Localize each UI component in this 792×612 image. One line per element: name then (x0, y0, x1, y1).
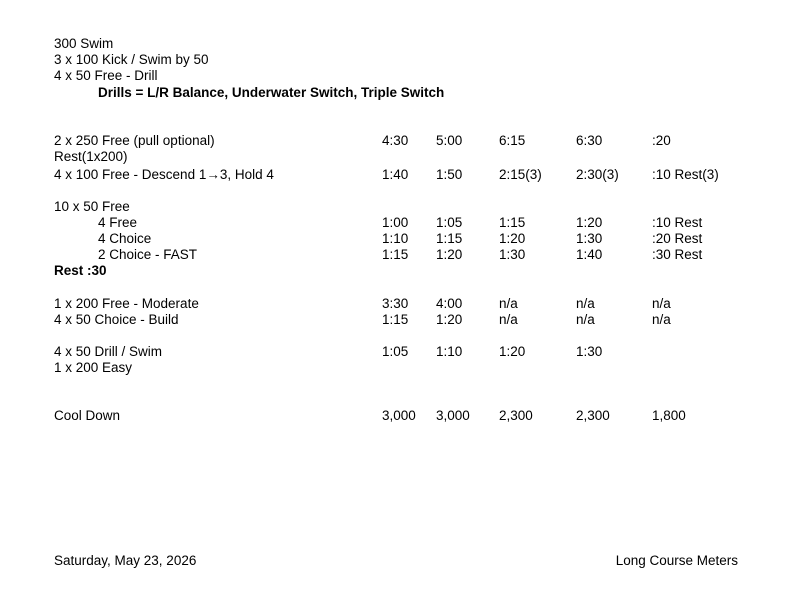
interval-5: n/a (652, 296, 671, 311)
interval-1: 1:05 (382, 344, 409, 359)
interval-3: 1:30 (499, 247, 526, 262)
set-label: 4 Choice (98, 231, 152, 246)
interval-4: 2:30(3) (576, 167, 619, 182)
set-row-1x200-easy (0, 360, 792, 376)
set-label: Cool Down (54, 408, 121, 423)
set-row-4-choice (0, 231, 792, 247)
total-4: 2,300 (576, 408, 610, 423)
total-2: 3,000 (436, 408, 470, 423)
interval-5: :10 Rest(3) (652, 167, 719, 182)
interval-1: 1:15 (382, 312, 409, 327)
set-row-2x250 (0, 133, 792, 149)
interval-3: 6:15 (499, 133, 526, 148)
interval-4: n/a (576, 296, 595, 311)
interval-4: n/a (576, 312, 595, 327)
interval-5: :20 Rest (652, 231, 703, 246)
interval-4: 1:40 (576, 247, 603, 262)
interval-1: 1:10 (382, 231, 409, 246)
interval-2: 5:00 (436, 133, 463, 148)
warmup-line-kick: 3 x 100 Kick / Swim by 50 (54, 52, 209, 67)
total-5: 1,800 (652, 408, 686, 423)
total-1: 3,000 (382, 408, 416, 423)
set-row-rest-30 (0, 263, 792, 279)
interval-1: 3:30 (382, 296, 409, 311)
interval-5: :10 Rest (652, 215, 703, 230)
interval-2: 4:00 (436, 296, 463, 311)
set-row-cool-down (0, 408, 792, 424)
interval-3: 2:15(3) (499, 167, 542, 182)
total-3: 2,300 (499, 408, 533, 423)
interval-2: 1:10 (436, 344, 463, 359)
interval-3: n/a (499, 296, 518, 311)
set-label: 1 x 200 Easy (54, 360, 133, 375)
interval-2: 1:05 (436, 215, 463, 230)
drills-note: Drills = L/R Balance, Underwater Switch, Triple Switch (98, 85, 445, 100)
warmup-line-drill: 4 x 50 Free - Drill (54, 68, 158, 83)
interval-3: 1:15 (499, 215, 526, 230)
footer-date: Saturday, May 23, 2026 (54, 553, 197, 568)
interval-4: 1:20 (576, 215, 603, 230)
set-row-4x100 (0, 167, 792, 183)
interval-3: 1:20 (499, 344, 526, 359)
interval-1: 4:30 (382, 133, 409, 148)
set-label: 4 Free (98, 215, 138, 230)
set-row-10x50 (0, 199, 792, 215)
interval-1: 1:15 (382, 247, 409, 262)
set-row-rest-1x200 (0, 149, 792, 165)
set-row-4-free (0, 215, 792, 231)
interval-4: 1:30 (576, 344, 603, 359)
footer-course: Long Course Meters (615, 553, 738, 568)
set-row-2-choice-fast (0, 247, 792, 263)
interval-5: :20 (652, 133, 671, 148)
interval-5: :30 Rest (652, 247, 703, 262)
interval-2: 1:20 (436, 247, 463, 262)
set-row-1x200-moderate (0, 296, 792, 312)
interval-2: 1:50 (436, 167, 463, 182)
interval-1: 1:40 (382, 167, 409, 182)
set-row-4x50-drill-swim (0, 344, 792, 360)
set-label: 2 x 250 Free (pull optional) (54, 133, 215, 148)
interval-4: 6:30 (576, 133, 603, 148)
interval-4: 1:30 (576, 231, 603, 246)
warmup-line-swim: 300 Swim (54, 36, 114, 51)
interval-3: 1:20 (499, 231, 526, 246)
set-label: 10 x 50 Free (54, 199, 130, 214)
interval-2: 1:20 (436, 312, 463, 327)
set-label: Rest(1x200) (54, 149, 128, 164)
interval-1: 1:00 (382, 215, 409, 230)
set-row-4x50-build (0, 312, 792, 328)
interval-5: n/a (652, 312, 671, 327)
interval-3: n/a (499, 312, 518, 327)
set-label: Rest :30 (54, 263, 107, 278)
set-label: 1 x 200 Free - Moderate (54, 296, 199, 311)
interval-2: 1:15 (436, 231, 463, 246)
set-label: 4 x 50 Choice - Build (54, 312, 179, 327)
set-label: 4 x 50 Drill / Swim (54, 344, 163, 359)
set-label: 4 x 100 Free - Descend 1→3, Hold 4 (54, 167, 274, 182)
set-label: 2 Choice - FAST (98, 247, 198, 262)
